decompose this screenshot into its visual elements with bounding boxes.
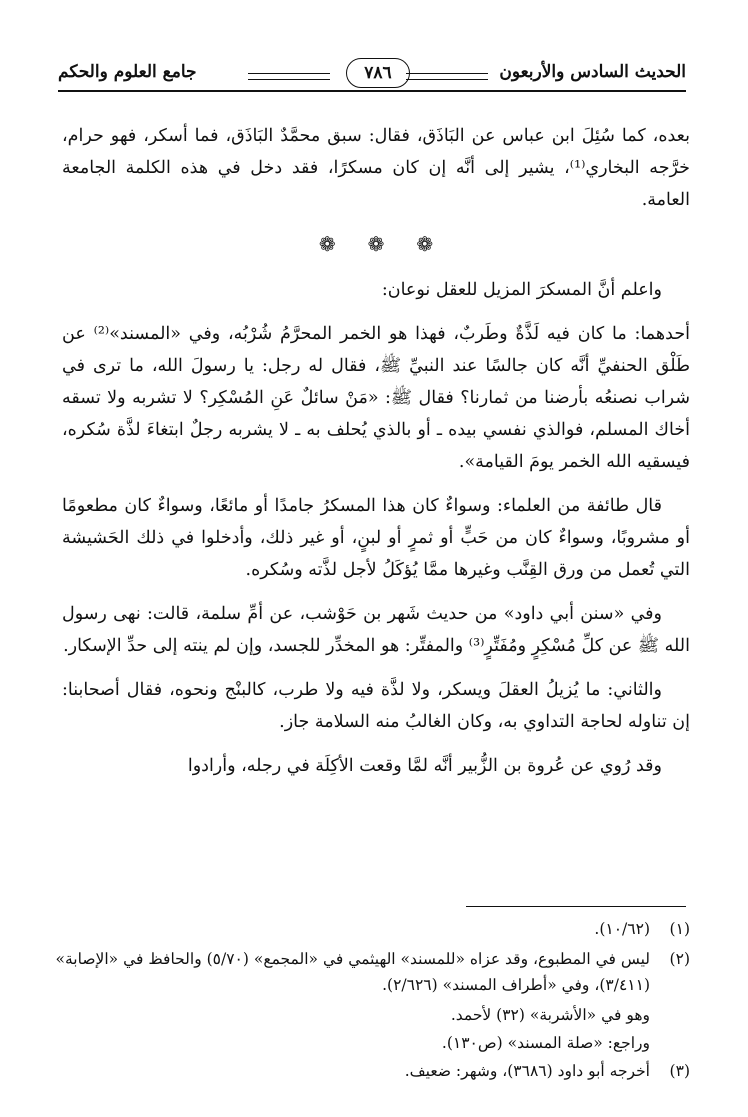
paragraph: وفي «سنن أبي داود» من حديث شَهر بن حَوْشب، عن أمِّ سلمة، قالت: نهى رسول الله ﷺ عن كلِّ مُسْكِرٍ ومُفَتِّرٍ⁽³⁾ والمفتِّر: هو المخدِّر للجسد، وإن لم ينته إلى حدِّ الإسكار.: [62, 604, 690, 656]
page-number: ٧٨٦: [346, 58, 410, 88]
ornament-icon: ❁: [318, 232, 368, 256]
footnote-text: (١٠/٦٢).: [594, 920, 650, 938]
footnote-separator: [466, 906, 686, 907]
paragraph: واعلم أنَّ المسكرَ المزيل للعقل نوعان:: [381, 280, 662, 300]
footnote: [50, 916, 690, 942]
header-underline: [58, 90, 686, 92]
footnote-number: (٢): [669, 950, 690, 968]
section-divider: [62, 228, 690, 260]
footnote-text: أخرجه أبو داود (٣٦٨٦)، وشهر: ضعيف.: [404, 1062, 650, 1080]
paragraph: أحدهما: ما كان فيه لَذَّةٌ وطَربٌ، فهذا هو الخمر المحرَّمُ شُرْبُه، وفي «المسند»⁽²⁾ عن طَلْق الحنفيِّ أنَّه كان جالسًا عند النبيِّ ﷺ، فقال له رجل: يا رسولَ الله، ما ترى في شراب نصنعُه بأرضنا من ثمارنا؟ فقال ﷺ: «مَنْ سائلٌ عَنِ المُسْكِر؟ لا تشربه ولا تسقه أخاك المسلم، فوالذي نفسي بيده ـ أو بالذي يُحلف به ـ لا يشربه رجلٌ ابتغاءَ لذَّة سُكره، فيسقيه الله الخمر يومَ القيامة».: [62, 324, 690, 472]
footnote-subline: وراجع: «صلة المسند» (ص١٣٠).: [441, 1034, 650, 1052]
footnote: [50, 1058, 690, 1084]
running-header: [58, 56, 686, 98]
ornament-icon: ❁: [367, 232, 417, 256]
footnote-number: (٣): [669, 1062, 690, 1080]
header-rule-right: [406, 73, 488, 80]
footnotes: [50, 916, 690, 1088]
ornament-icon: ❁: [416, 232, 466, 256]
header-book-title: جامع العلوم والحكم: [58, 62, 197, 82]
footnote-text: ليس في المطبوع، وقد عزاه «للمسند» الهيثمي في «المجمع» (٥/٧٠) والحافظ في «الإصابة» (٣/٤١١)، وفي «أطراف المسند» (٢/٦٢٦).: [55, 950, 650, 994]
footnote: [50, 946, 690, 998]
footnote-subline: وهو في «الأشربة» (٣٢) لأحمد.: [450, 1006, 650, 1024]
main-text: [62, 120, 690, 794]
paragraph: وقد رُوي عن عُروة بن الزُّبير أنَّه لمَّا وقعت الأكِلَة في رجله، وأرادوا: [187, 756, 662, 776]
paragraph: قال طائفة من العلماء: وسواءٌ كان هذا المسكرُ جامدًا أو مائعًا، وسواءٌ كان مطعومًا أو مشروبًا، وسواءٌ كان من حَبٍّ أو ثمرٍ أو لبنٍ، أو غير ذلك، وأدخلوا في ذلك الحَشيشة التي تُعمل من ورق القِنَّب وغيرها ممَّا يُؤكَلُ لأجل لذَّته وسُكره.: [62, 496, 690, 580]
footnote-number: (١): [669, 920, 690, 938]
paragraph: بعده، كما سُئِلَ ابن عباس عن البَاذَق، فقال: سبق محمَّدٌ البَاذَق، فما أسكر، فهو حرام، خرَّجه البخاري⁽¹⁾، يشير إلى أنَّه إن كان مسكرًا، فقد دخل في هذه الكلمة الجامعة العامة.: [62, 126, 690, 210]
header-hadith-title: الحديث السادس والأربعون: [499, 62, 686, 82]
paragraph: والثاني: ما يُزيلُ العقلَ ويسكر، ولا لذَّة فيه ولا طرب، كالبنْج ونحوه، فقال أصحابنا: إن تناوله لحاجة التداوي به، وكان الغالبُ منه السلامة جاز.: [62, 680, 690, 732]
header-rule-left: [248, 73, 330, 80]
